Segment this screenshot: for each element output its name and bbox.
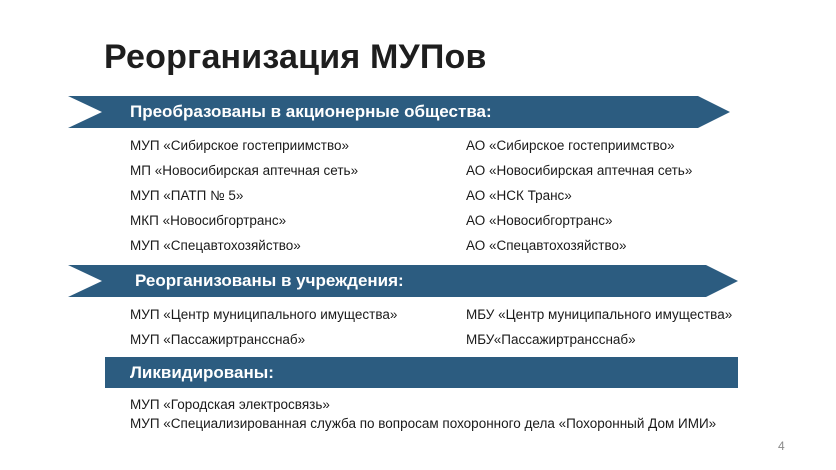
list-item: МУП «Специализированная служба по вопросам похоронного дела «Похоронный Дом ИМИ»: [130, 416, 717, 431]
section-heading-institutions: Реорганизованы в учреждения:: [135, 271, 404, 290]
page-number: 4: [778, 439, 785, 453]
list-item: МП «Новосибирская аптечная сеть»: [130, 163, 359, 178]
section-banner-joint-stock: [68, 96, 730, 128]
list-item: МУП «Спецавтохозяйство»: [130, 238, 301, 253]
section-banner-liquidated: [105, 357, 738, 388]
list-item: МУП «ПАТП № 5»: [130, 188, 244, 203]
list-after-institutions: [466, 302, 732, 352]
list-item: АО «Сибирское гостеприимство»: [466, 138, 675, 153]
list-item: АО «Новосибирская аптечная сеть»: [466, 163, 693, 178]
list-item: МУП «Центр муниципального имущества»: [130, 307, 398, 322]
list-item: АО «Спецавтохозяйство»: [466, 238, 627, 253]
slide-title: Реорганизация МУПов: [104, 38, 487, 76]
section-banner-institutions: [68, 265, 738, 297]
section-heading-joint-stock: Преобразованы в акционерные общества:: [130, 102, 492, 121]
list-item: МБУ «Центр муниципального имущества»: [466, 307, 733, 322]
list-item: МКП «Новосибгортранс»: [130, 213, 287, 228]
list-item: АО «НСК Транс»: [466, 188, 572, 203]
list-liquidated: [130, 395, 716, 433]
section-heading-liquidated: Ликвидированы:: [130, 363, 274, 382]
list-before-institutions: [130, 302, 397, 352]
list-item: МУП «Пассажиртрансснаб»: [130, 332, 306, 347]
list-after-joint-stock: [466, 133, 692, 258]
list-item: АО «Новосибгортранс»: [466, 213, 613, 228]
list-item: МУП «Городская электросвязь»: [130, 397, 330, 412]
list-item: МУП «Сибирское гостеприимство»: [130, 138, 350, 153]
list-item: МБУ«Пассажиртрансснаб»: [466, 332, 636, 347]
list-before-joint-stock: [130, 133, 358, 258]
